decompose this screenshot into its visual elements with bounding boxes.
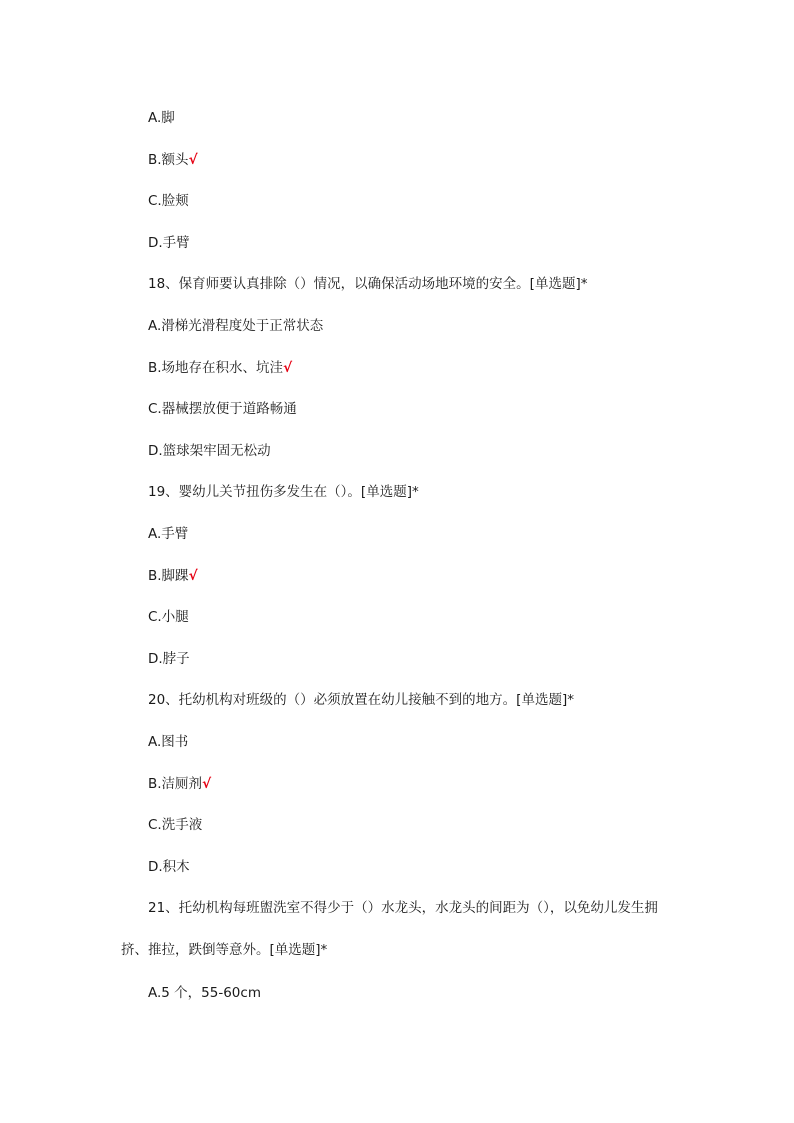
question-21-line-2: 挤、推拉，跌倒等意外。[单选题]* [121,942,328,958]
option-b[interactable]: B.脚踝√ [148,568,198,584]
option-a[interactable]: A.手臂 [148,526,189,542]
option-c[interactable]: C.器械摆放便于道路畅通 [148,401,297,417]
option-d[interactable]: D.脖子 [148,651,190,667]
option-c[interactable]: C.小腿 [148,609,189,625]
option-d[interactable]: D.手臂 [148,235,190,251]
question-20: 20、托幼机构对班级的（）必须放置在幼儿接触不到的地方。[单选题]* [148,692,574,708]
option-a[interactable]: A.图书 [148,734,189,750]
option-b[interactable]: B.额头√ [148,152,198,168]
question-19: 19、婴幼儿关节扭伤多发生在（）。[单选题]* [148,484,419,500]
option-d[interactable]: D.篮球架牢固无松动 [148,443,271,459]
correct-check-icon: √ [283,360,293,376]
option-c[interactable]: C.脸颊 [148,193,189,209]
option-a[interactable]: A.滑梯光滑程度处于正常状态 [148,318,324,334]
correct-check-icon: √ [188,152,198,168]
option-a[interactable]: A.5 个，55-60cm [148,985,261,1001]
question-18: 18、保育师要认真排除（）情况，以确保活动场地环境的安全。[单选题]* [148,276,588,292]
option-c[interactable]: C.洗手液 [148,817,203,833]
option-d[interactable]: D.积木 [148,859,190,875]
option-a[interactable]: A.脚 [148,110,175,126]
correct-check-icon: √ [202,776,212,792]
correct-check-icon: √ [188,568,198,584]
question-21-line-1: 21、托幼机构每班盥洗室不得少于（）水龙头，水龙头的间距为（），以免幼儿发生拥 [148,900,658,916]
option-b[interactable]: B.洁厕剂√ [148,776,212,792]
option-b[interactable]: B.场地存在积水、坑洼√ [148,360,293,376]
